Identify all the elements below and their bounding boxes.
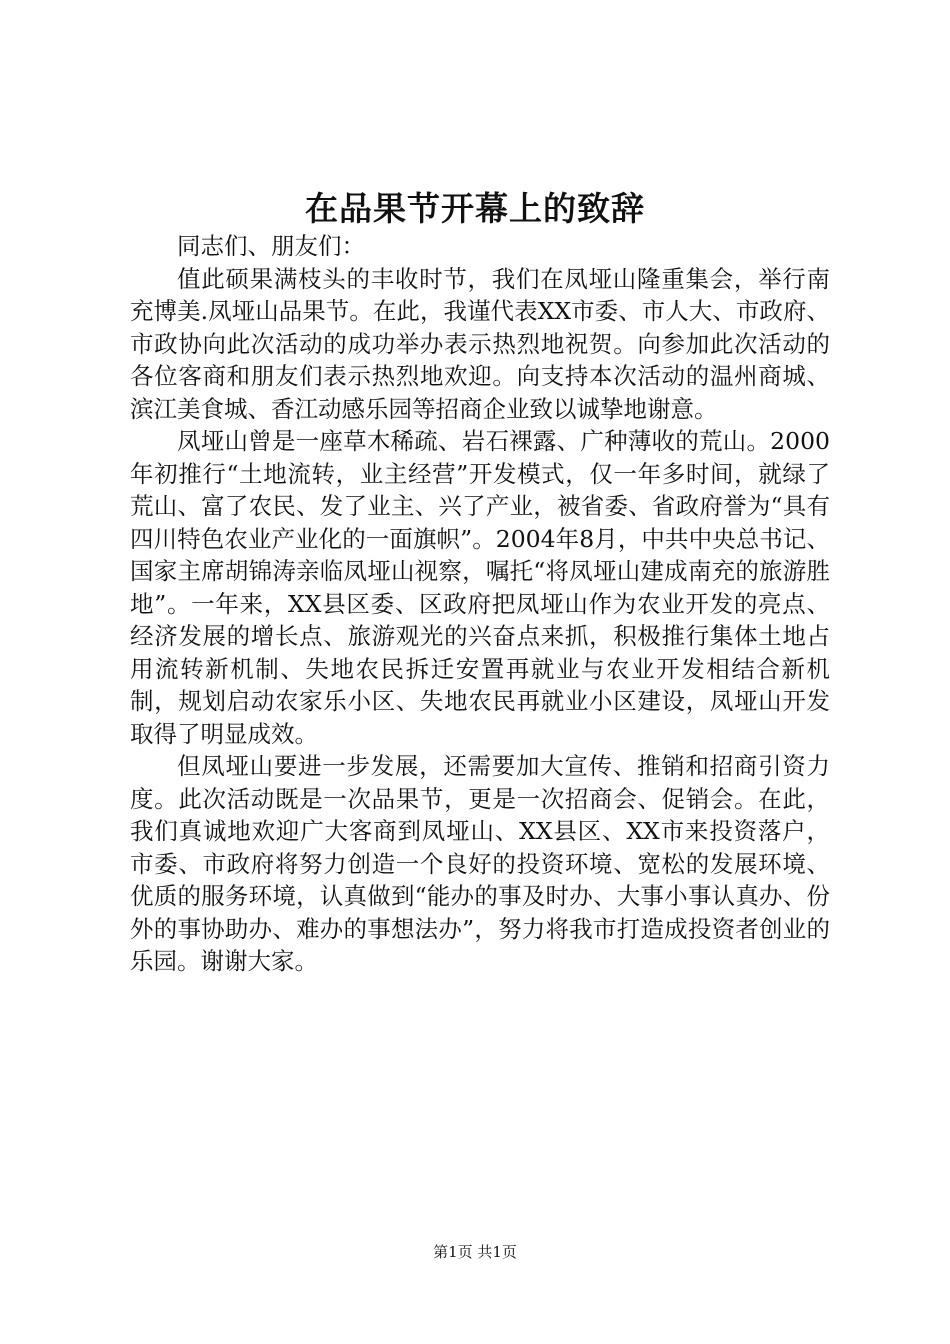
paragraph-3: 但凤垭山要进一步发展，还需要加大宣传、推销和招商引资力度。此次活动既是一次品果节，更是一次招商会、促销会。在此，我们真诚地欢迎广大客商到凤垭山、XX县区、XX市来投资落户，市委、市政府将努力创造一个良好的投资环境、宽松的发展环境、优质的服务环境，认真做到“能办的事及时办、大事小事认真办、份外的事协助办、难办的事想法办”，努力将我市打造成投资者创业的乐园。谢谢大家。	[130, 752, 830, 975]
paragraph-2: 凤垭山曾是一座草木稀疏、岩石裸露、广种薄收的荒山。2000年初推行“土地流转，业主经营”开发模式，仅一年多时间，就绿了荒山、富了农民、发了业主、兴了产业，被省委、省政府誉为“具有四川特色农业产业化的一面旗帜”。2004年8月，中共中央总书记、国家主席胡锦涛亲临凤垭山视察，嘱托“将凤垭山建成南充的旅游胜地”。一年来，XX县区委、区政府把凤垭山作为农业开发的亮点、经济发展的增长点、旅游观光的兴奋点来抓，积极推行集体土地占用流转新机制、失地农民拆迁安置再就业与农业开发相结合新机制，规划启动农家乐小区、失地农民再就业小区建设，凤垭山开发取得了明显成效。	[130, 427, 830, 748]
page-footer: 第1页 共1页	[433, 1243, 517, 1261]
paragraph-1: 值此硕果满枝头的丰收时节，我们在凤垭山隆重集会，举行南充博美.凤垭山品果节。在此，我谨代表XX市委、市人大、市政府、市政协向此次活动的成功举办表示热烈地祝贺。向参加此次活动的各位客商和朋友们表示热烈地欢迎。向支持本次活动的温州商城、滨江美食城、香江动感乐园等招商企业致以诚挚地谢意。	[130, 264, 830, 423]
document-title: 在品果节开幕上的致辞	[305, 189, 645, 228]
salutation: 同志们、朋友们：	[177, 232, 365, 260]
document-body	[130, 230, 830, 978]
